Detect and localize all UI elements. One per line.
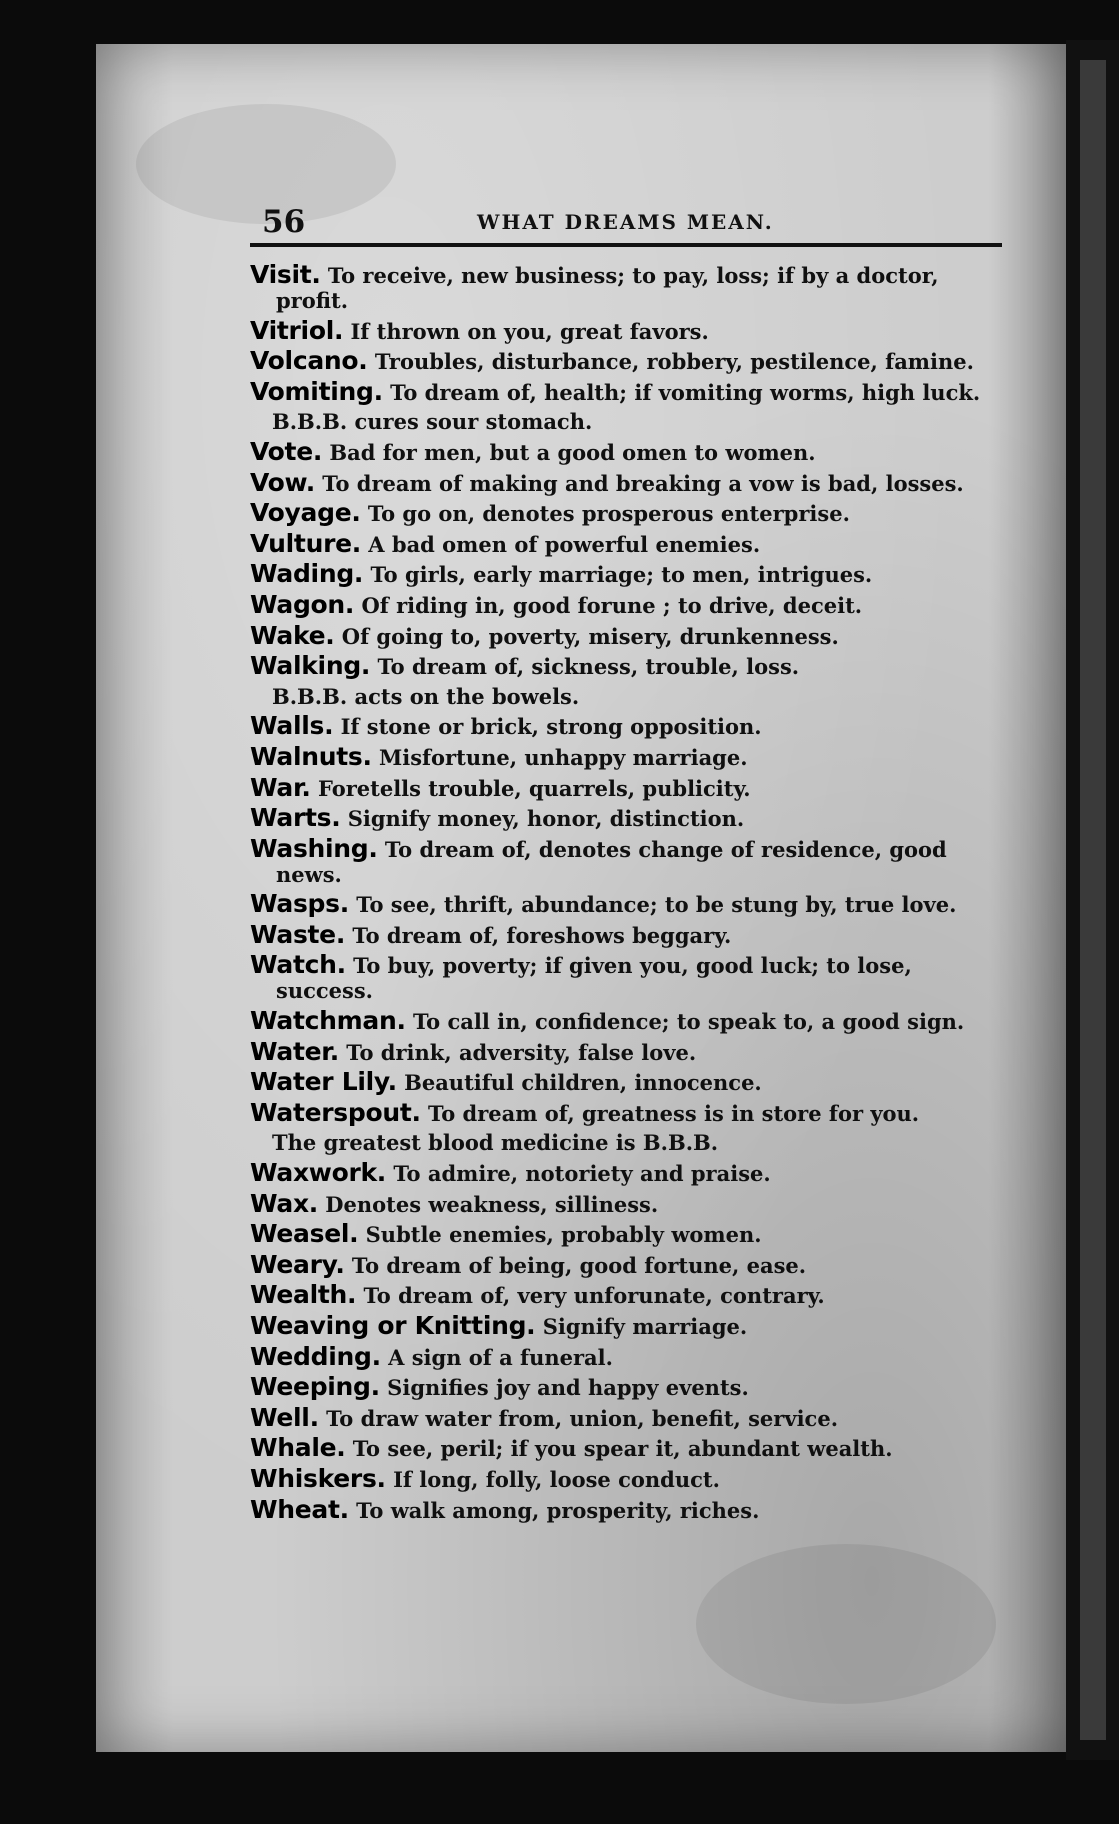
entry-spacer bbox=[358, 1222, 365, 1247]
dream-entry bbox=[250, 713, 1006, 739]
entry-term: Weaving or Knitting. bbox=[250, 1311, 536, 1340]
entry-term: Visit. bbox=[250, 260, 321, 289]
entry-term: Waxwork. bbox=[250, 1158, 387, 1188]
entry-definition: To dream of, sickness, trouble, loss. bbox=[377, 654, 800, 680]
entry-term: War. bbox=[250, 772, 311, 802]
entry-definition: To call in, confidence; to speak to, a good sign. bbox=[412, 1009, 965, 1035]
running-head: WHAT DREAMS MEAN. bbox=[477, 210, 774, 234]
entry-term: Whiskers. bbox=[250, 1463, 386, 1493]
header-rule bbox=[250, 243, 1002, 247]
entry-definition: To girls, early marriage; to men, intrigues. bbox=[370, 562, 873, 588]
entry-spacer bbox=[321, 263, 328, 288]
facing-page-edge bbox=[1066, 40, 1119, 1760]
entry-term: Watch. bbox=[250, 950, 346, 980]
entry-spacer bbox=[334, 624, 341, 649]
entry-definition: Denotes weakness, silliness. bbox=[325, 1191, 659, 1217]
entry-definition: If stone or brick, strong opposition. bbox=[340, 714, 762, 740]
page-number: 56 bbox=[262, 204, 306, 240]
dream-entry bbox=[250, 653, 1006, 679]
advertisement-note: B.B.B. acts on the bowels. bbox=[272, 683, 580, 709]
entry-term: Vulture. bbox=[250, 528, 361, 558]
entry-term: Water Lily. bbox=[250, 1067, 397, 1097]
dream-entry bbox=[250, 772, 1006, 802]
dream-entry bbox=[250, 741, 1006, 771]
entry-definition: If thrown on you, great favors. bbox=[350, 318, 709, 344]
entry-definition: A bad omen of powerful enemies. bbox=[368, 531, 761, 557]
dream-entry bbox=[250, 1036, 1006, 1066]
entry-spacer bbox=[397, 1070, 404, 1095]
entry-term: Wealth. bbox=[250, 1280, 357, 1310]
entry-term: Washing. bbox=[250, 833, 378, 863]
entry-definition: Bad for men, but a good omen to women. bbox=[329, 439, 816, 465]
page-header bbox=[262, 204, 1002, 244]
entry-term: Watchman. bbox=[250, 1006, 406, 1036]
dream-entry bbox=[250, 1069, 1006, 1095]
advertisement-note: The greatest blood medicine is B.B.B. bbox=[272, 1130, 719, 1156]
entry-term: Wagon. bbox=[250, 589, 355, 619]
entry-definition: Misfortune, unhappy marriage. bbox=[378, 744, 748, 770]
dream-entry bbox=[250, 1402, 1006, 1432]
dream-entry bbox=[250, 919, 1006, 949]
entry-spacer bbox=[333, 714, 340, 739]
dream-entry bbox=[250, 348, 1006, 374]
entry-definition: Beautiful children, innocence. bbox=[404, 1070, 762, 1096]
entry-spacer bbox=[356, 1283, 363, 1308]
entry-definition: To admire, notoriety and praise. bbox=[393, 1161, 771, 1187]
entry-spacer bbox=[383, 380, 390, 405]
entry-definition: To see, thrift, abundance; to be stung by, true love. bbox=[356, 892, 957, 918]
entry-term: Wasps. bbox=[250, 889, 349, 919]
entry-term: Volcano. bbox=[250, 346, 368, 376]
entry-spacer bbox=[311, 776, 318, 801]
entry-spacer bbox=[535, 1314, 542, 1339]
entry-spacer bbox=[381, 1345, 388, 1370]
entry-definition: Signifies joy and happy events. bbox=[387, 1375, 749, 1401]
entry-term: Wheat. bbox=[250, 1494, 349, 1524]
entry-spacer bbox=[345, 1436, 352, 1461]
dream-entry bbox=[250, 500, 1006, 526]
entry-spacer bbox=[340, 806, 347, 831]
dream-entry bbox=[250, 315, 1006, 345]
entry-term: Walls. bbox=[250, 711, 334, 741]
entry-definition: To dream of, denotes change of residence, good news. bbox=[276, 836, 947, 887]
entry-definition: To dream of making and breaking a vow is bad, losses. bbox=[322, 470, 964, 496]
entry-term: Wading. bbox=[250, 559, 364, 589]
dream-entry bbox=[250, 1097, 1006, 1127]
entry-term: Weary. bbox=[250, 1249, 345, 1279]
entry-definition: To walk among, prosperity, riches. bbox=[356, 1497, 760, 1523]
dream-entry bbox=[250, 1188, 1006, 1218]
entry-definition: To dream of, greatness is in store for you. bbox=[428, 1100, 920, 1126]
entry-term: Walnuts. bbox=[250, 741, 372, 771]
entry-term: Wax. bbox=[250, 1188, 318, 1218]
entry-definition: To dream of, health; if vomiting worms, high luck. bbox=[390, 379, 981, 405]
dream-entry bbox=[250, 833, 1006, 887]
entry-term: Vote. bbox=[250, 436, 323, 466]
entry-definition: If long, folly, loose conduct. bbox=[393, 1466, 720, 1492]
entry-term: Voyage. bbox=[250, 498, 361, 528]
entry-definition: To draw water from, union, benefit, service. bbox=[326, 1405, 838, 1431]
paper-stain bbox=[696, 1544, 996, 1704]
advertisement-note: B.B.B. cures sour stomach. bbox=[272, 409, 593, 435]
entry-definition: Troubles, disturbance, robbery, pestilence, famine. bbox=[374, 349, 974, 375]
entry-spacer bbox=[368, 349, 375, 374]
dream-entry bbox=[250, 805, 1006, 831]
entry-term: Vitriol. bbox=[250, 315, 344, 345]
dream-entry bbox=[250, 891, 1006, 917]
entry-spacer bbox=[372, 745, 379, 770]
dream-entry bbox=[250, 528, 1006, 558]
entry-definition: A sign of a funeral. bbox=[388, 1344, 613, 1370]
dream-entry bbox=[250, 1494, 1006, 1524]
entry-definition: To go on, denotes prosperous enterprise. bbox=[367, 501, 850, 527]
entry-definition: To drink, adversity, false love. bbox=[346, 1039, 697, 1065]
entry-definition: Subtle enemies, probably women. bbox=[365, 1222, 762, 1248]
dream-entry bbox=[250, 1435, 1006, 1461]
entry-definition: Signify marriage. bbox=[542, 1314, 748, 1339]
entry-term: Wedding. bbox=[250, 1341, 381, 1371]
entry-term: Well. bbox=[250, 1402, 319, 1432]
dream-entry bbox=[250, 1249, 1006, 1279]
dream-entry bbox=[250, 436, 1006, 466]
dream-entry bbox=[250, 589, 1006, 619]
entry-definition: To buy, poverty; if given you, good luck; to lose, success. bbox=[276, 953, 912, 1004]
entry-definition: To dream of, very unforunate, contrary. bbox=[363, 1283, 825, 1309]
dream-entry bbox=[250, 467, 1006, 497]
dream-entry bbox=[250, 620, 1006, 650]
dream-entry bbox=[250, 1374, 1006, 1400]
entry-term: Waterspout. bbox=[250, 1097, 421, 1127]
entry-spacer bbox=[361, 501, 368, 526]
dream-entry bbox=[250, 952, 1006, 1003]
entry-definition: Signify money, honor, distinction. bbox=[347, 806, 745, 832]
dream-entry bbox=[250, 262, 1006, 313]
entry-definition: To dream of, foreshows beggary. bbox=[352, 922, 732, 948]
entry-definition: Foretells trouble, quarrels, publicity. bbox=[317, 775, 751, 801]
entry-definition: To see, peril; if you spear it, abundant wealth. bbox=[352, 1436, 893, 1462]
entry-term: Waste. bbox=[250, 919, 346, 949]
entry-spacer bbox=[386, 1467, 393, 1492]
entry-term: Warts. bbox=[250, 803, 341, 833]
entry-spacer bbox=[421, 1101, 428, 1126]
dream-entry bbox=[250, 561, 1006, 587]
entry-term: Wake. bbox=[250, 620, 335, 650]
entry-term: Walking. bbox=[250, 651, 371, 681]
dream-entry bbox=[250, 1341, 1006, 1371]
dream-entry bbox=[250, 1313, 1006, 1339]
entry-definition: To dream of being, good fortune, ease. bbox=[351, 1252, 807, 1278]
dream-entry bbox=[250, 1282, 1006, 1308]
entry-definition: Of riding in, good forune ; to drive, deceit. bbox=[361, 592, 863, 618]
entry-spacer bbox=[406, 1009, 413, 1034]
entry-term: Whale. bbox=[250, 1433, 346, 1463]
dream-entry bbox=[250, 1160, 1006, 1186]
entry-term: Weasel. bbox=[250, 1219, 359, 1249]
dream-entry bbox=[250, 1008, 1006, 1034]
entry-term: Water. bbox=[250, 1036, 339, 1066]
dream-entry bbox=[250, 1221, 1006, 1247]
entry-term: Vomiting. bbox=[250, 376, 383, 406]
entry-spacer bbox=[378, 837, 385, 862]
entry-spacer bbox=[319, 1406, 326, 1431]
entry-term: Weeping. bbox=[250, 1372, 380, 1402]
dream-entry bbox=[250, 1463, 1006, 1493]
entry-definition: To receive, new business; to pay, loss; if by a doctor, profit. bbox=[276, 263, 939, 313]
entry-spacer bbox=[345, 1253, 352, 1278]
facing-page-strip bbox=[1080, 60, 1106, 1740]
dream-entry bbox=[250, 376, 1006, 406]
entry-term: Vow. bbox=[250, 467, 315, 497]
entry-definition: Of going to, poverty, misery, drunkenness. bbox=[341, 623, 839, 649]
dictionary-entries bbox=[250, 262, 1006, 1527]
